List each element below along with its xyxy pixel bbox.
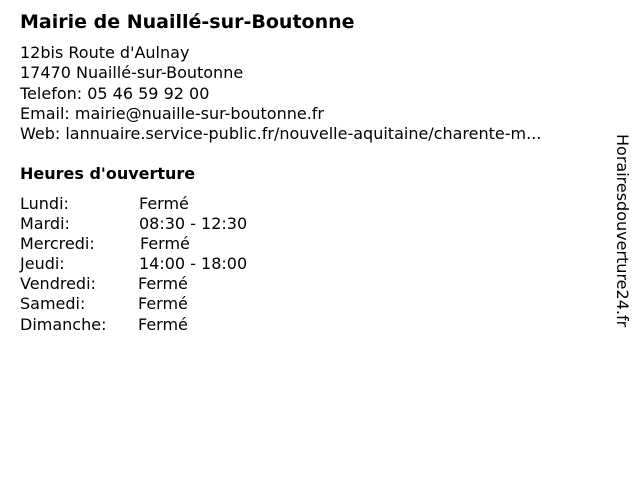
hours-time: Fermé xyxy=(138,294,188,314)
phone-line: Telefon: 05 46 59 92 00 xyxy=(20,83,210,103)
hours-time: Fermé xyxy=(139,194,189,213)
side-brand-text: Horairesdouverture24.fr xyxy=(613,134,632,328)
hours-time: Fermé xyxy=(138,274,188,294)
hours-time: 14:00 - 18:00 xyxy=(139,254,248,274)
web-line: Web: lannuaire.service-public.fr/nouvelle-aquitaine/charente-m... xyxy=(20,124,542,144)
hours-day: Dimanche: xyxy=(20,314,107,334)
hours-time: Fermé xyxy=(138,314,188,334)
address-street: 12bis Route d'Aulnay xyxy=(20,43,190,62)
hours-day: Jeudi: xyxy=(20,254,65,274)
contact-block xyxy=(20,43,541,144)
address-city: 17470 Nuaillé-sur-Boutonne xyxy=(20,63,244,83)
hours-day: Vendredi: xyxy=(20,274,96,294)
hours-day: Lundi: xyxy=(20,194,69,213)
hours-time: 08:30 - 12:30 xyxy=(139,214,248,234)
page-title: Mairie de Nuaillé-sur-Boutonne xyxy=(20,11,355,33)
hours-day: Samedi: xyxy=(20,294,86,314)
hours-time: Fermé xyxy=(140,234,190,254)
hours-heading: Heures d'ouverture xyxy=(20,164,196,183)
hours-day: Mercredi: xyxy=(20,234,95,254)
email-line: Email: mairie@nuaille-sur-boutonne.fr xyxy=(20,103,324,123)
hours-day: Mardi: xyxy=(20,214,70,234)
